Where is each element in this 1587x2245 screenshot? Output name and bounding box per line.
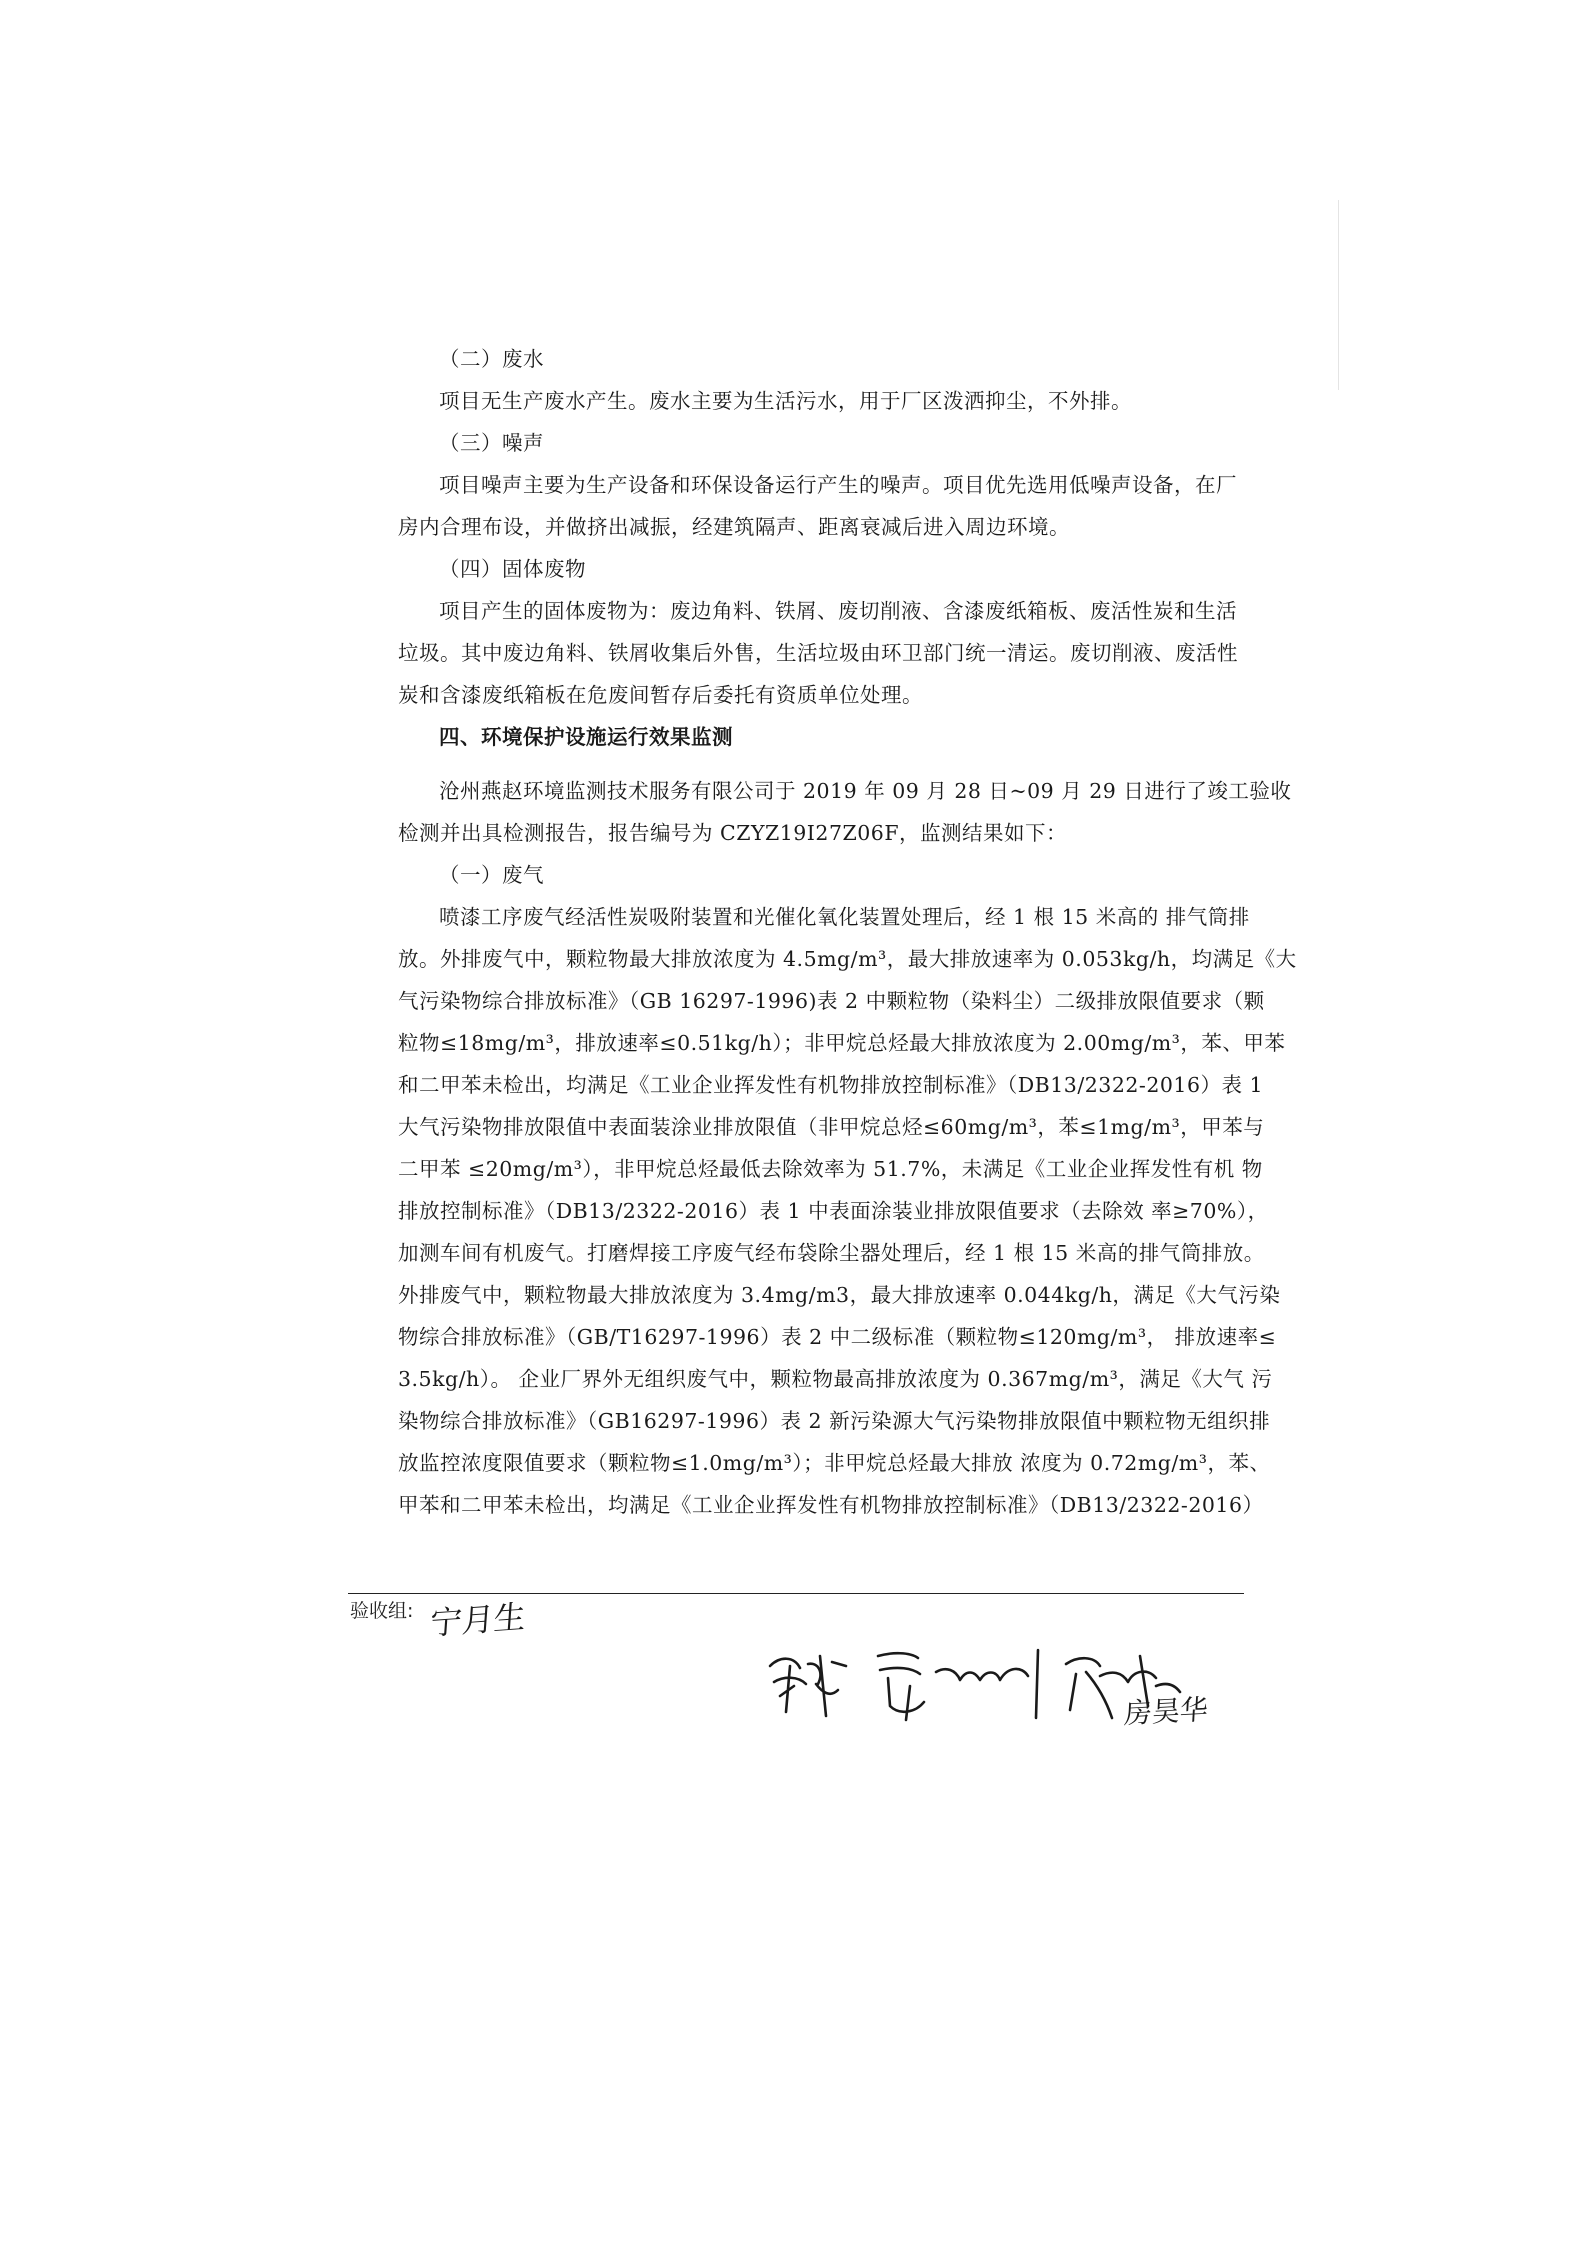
text-line: 粒物≤18mg/m³，排放速率≤0.51kg/h）；非甲烷总烃最大排放浓度为 2.00mg/m³，苯、甲苯 xyxy=(398,1031,1286,1055)
text-line: 甲苯和二甲苯未检出，均满足《工业企业挥发性有机物排放控制标准》（DB13/2322-2016） xyxy=(398,1493,1264,1517)
text-line: 项目产生的固体废物为：废边角料、铁屑、废切削液、含漆废纸箱板、废活性炭和生活 xyxy=(439,599,1237,623)
text-line: 放监控浓度限值要求（颗粒物≤1.0mg/m³）；非甲烷总烃最大排放 浓度为 0.72mg/m³，苯、 xyxy=(398,1451,1271,1475)
text-line: 物综合排放标准》（GB/T16297-1996）表 2 中二级标准（颗粒物≤120mg/m³， 排放速率≤ xyxy=(398,1325,1277,1349)
text-line: （一）废气 xyxy=(439,863,544,887)
acceptance-group-label: 验收组: xyxy=(350,1600,414,1622)
text-line: 外排废气中，颗粒物最大排放浓度为 3.4mg/m3，最大排放速率 0.044kg/h，满足《大气污染 xyxy=(398,1283,1281,1307)
text-line: 3.5kg/h）。 企业厂界外无组织废气中，颗粒物最高排放浓度为 0.367mg/m³，满足《大气 污 xyxy=(398,1367,1273,1391)
text-line: 气污染物综合排放标准》（GB 16297-1996)表 2 中颗粒物（染料尘）二级排放限值要求（颗 xyxy=(398,989,1265,1013)
text-line: 房内合理布设，并做挤出减振，经建筑隔声、距离衰减后进入周边环境。 xyxy=(398,515,1070,539)
document-body xyxy=(398,338,1297,1526)
text-line: 放。外排废气中，颗粒物最大排放浓度为 4.5mg/m³，最大排放速率为 0.053kg/h，均满足《大 xyxy=(398,947,1297,971)
text-line: 炭和含漆废纸箱板在危废间暂存后委托有资质单位处理。 xyxy=(398,683,923,707)
text-line: 大气污染物排放限值中表面装涂业排放限值（非甲烷总烃≤60mg/m³，苯≤1mg/m³，甲苯与 xyxy=(398,1115,1265,1139)
text-line: 检测并出具检测报告，报告编号为 CZYZ19I27Z06F，监测结果如下： xyxy=(398,821,1068,845)
section-heading: 四、环境保护设施运行效果监测 xyxy=(439,725,733,749)
text-line: （二）废水 xyxy=(439,347,544,371)
signature-2: 房昊华 xyxy=(1123,1692,1209,1731)
paragraph-lines xyxy=(398,338,1297,1526)
text-line: 项目噪声主要为生产设备和环保设备运行产生的噪声。项目优先选用低噪声设备，在厂 xyxy=(439,473,1237,497)
text-line: 加测车间有机废气。打磨焊接工序废气经布袋除尘器处理后，经 1 根 15 米高的排气筒排放。 xyxy=(398,1241,1265,1265)
text-line: 项目无生产废水产生。废水主要为生活污水，用于厂区泼洒抑尘，不外排。 xyxy=(439,389,1132,413)
text-line: 排放控制标准》（DB13/2322-2016）表 1 中表面涂装业排放限值要求（去除效 率≥70%）， xyxy=(398,1199,1269,1223)
text-line: 和二甲苯未检出，均满足《工业企业挥发性有机物排放控制标准》（DB13/2322-2016）表 1 xyxy=(398,1073,1264,1097)
text-line: （三）噪声 xyxy=(439,431,544,455)
text-line: 沧州燕赵环境监测技术服务有限公司于 2019 年 09 月 28 日~09 月 29 日进行了竣工验收 xyxy=(439,779,1292,803)
text-line: 二甲苯 ≤20mg/m³），非甲烷总烃最低去除效率为 51.7%，未满足《工业企业挥发性有机 物 xyxy=(398,1157,1263,1181)
text-line: 垃圾。其中废边角料、铁屑收集后外售，生活垃圾由环卫部门统一清运。废切削液、废活性 xyxy=(398,641,1238,665)
text-line: 喷漆工序废气经活性炭吸附装置和光催化氧化装置处理后，经 1 根 15 米高的 排气筒排 xyxy=(439,905,1250,929)
signature-1: 宁月生 xyxy=(428,1597,528,1643)
scan-artifact-line xyxy=(1338,200,1339,390)
text-line: 染物综合排放标准》（GB16297-1996）表 2 新污染源大气污染物排放限值中颗粒物无组织排 xyxy=(398,1409,1271,1433)
text-line: （四）固体废物 xyxy=(439,557,586,581)
